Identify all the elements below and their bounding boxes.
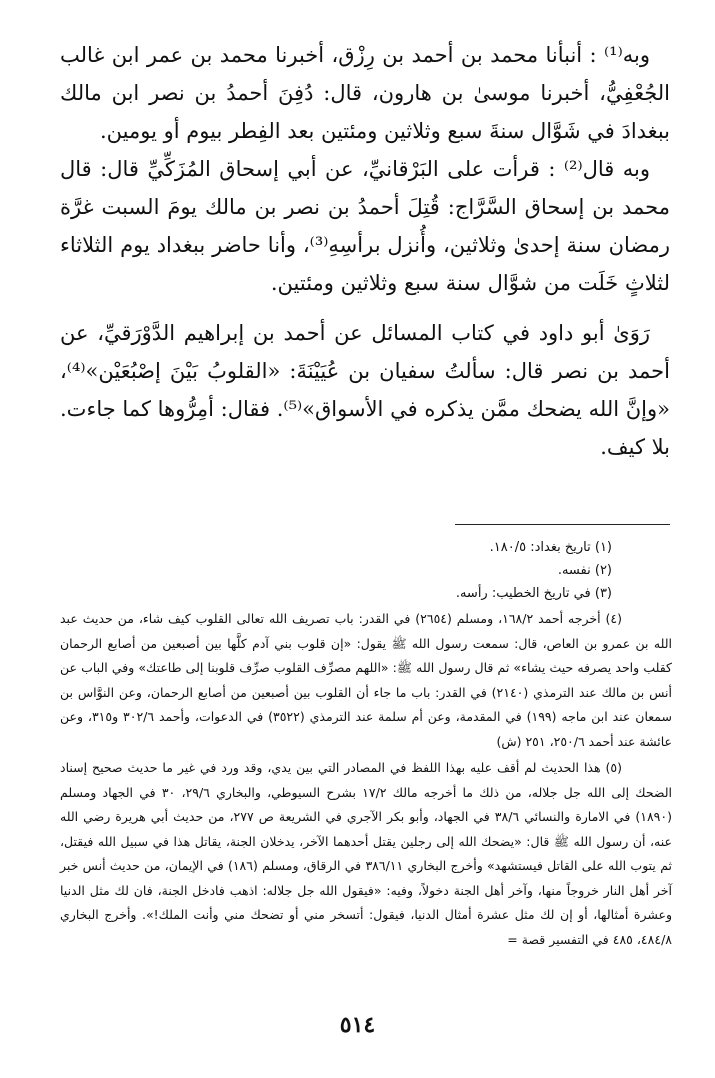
footnote-3: (٣) في تاريخ الخطيب: رأسه. — [455, 586, 612, 601]
footnote-5: (٥) هذا الحديث لم أقف عليه بهذا اللفظ في المصادر التي بين يدي، وقد ورد في غير ما حديث صحيح إسناد الضحك إلى الله جل جلاله، من ذلك ما أخرجه مالك ١٧/٢ بشرح السيوطي، والبخاري ٢٩/٦، ٣٠ في الجهاد ومسلم (١٨٩٠) في الامارة والنسائي ٣٨/٦ في الجهاد، وأبو بكر الآجري في الشريعة ص ٢٧٧، من حديث أبي هريرة رضي الله عنه، أن رسول الله ﷺ قال: «يضحك الله إلى رجلين يقتل أحدهما الآخر، يدخلان الجنة، يقاتل هذا في سبيل الله فيقتل، ثم يتوب الله على القاتل فيستشهد» وأخرج البخاري ٣٨٦/١١ في الرقاق، ومسلم (١٨٦) في الإيمان، من حديث أنس خبر آخر أهل النار خروجاً منها، وآخر أهل الجنة دخولاً، وفيه: «فيقول الله جل جلاله: اذهب فادخل الجنة، فان لك مثل الدنيا وعشرة أمثالها، أو إن لك مثل عشرة أمثال الدنيا، فيقول: أتسخر مني أو تضحك مني وأنت الملك!». وأخرج البخاري ٤٨٤/٨، ٤٨٥ في التفسير قصة = — [60, 760, 673, 947]
page-number: ٥١٤ — [339, 1012, 376, 1038]
footnote-1: (١) تاريخ بغداد: ١٨٠/٥. — [489, 540, 612, 555]
main-text-body — [60, 36, 670, 478]
paragraph-1: وبه⁽¹⁾ : أنبأنا محمد بن أحمد بن رِزْق، أخبرنا محمد بن عمر ابن غالب الجُعْفِيُّ، أخبرنا موسىٰ بن هارون، قال: دُفِنَ أحمدُ بن نصر ابن مالك ببغدادَ في شَوَّال سنةَ سبع وثلاثين ومئتين بعد الفِطر بيوم أو يومين. — [60, 43, 670, 143]
paragraph-3: رَوَىٰ أبو داود في كتاب المسائل عن أحمد بن إبراهيم الدَّوْرَقيِّ، عن أحمد بن نصر قال: سألتُ سفيان بن عُيَيْنَةَ: «القلوبُ بَيْنَ إصْبُعَيْن»⁽⁴⁾، «وإنَّ الله يضحك ممَّن يذكره في الأسواق»⁽⁵⁾. فقال: أمِرُّوها كما جاءت. بلا كيف. — [60, 321, 670, 459]
footnote-4: (٤) أخرجه أحمد ١٦٨/٢، ومسلم (٢٦٥٤) في القدر: باب تصريف الله تعالى القلوب كيف شاء، من حديث عبد الله بن عمرو بن العاص، قال: سمعت رسول الله ﷺ يقول: «إن قلوب بني آدم كلَّها بين أصبعين من أصابع الرحمان كقلب واحد يصرفه حيث يشاء» ثم قال رسول الله ﷺ: «اللهم مصرِّف القلوب صرِّف قلوبنا إلى طاعتك» وفي الباب عن أنس بن مالك عند الترمذي (٢١٤٠) في القدر: باب ما جاء أن القلوب بين أصبعين من أصابع الرحمان، وعن النوَّاس بن سمعان عند ابن ماجه (١٩٩) في المقدمة، وعن أم سلمة عند الترمذي (٣٥٢٢) في الدعوات، وأحمد ٣٠٢/٦ و٣١٥، وعن عائشة عند أحمد ٢٥٠/٦، ٢٥١ (ش) — [60, 611, 672, 749]
footnote-separator — [455, 524, 670, 525]
paragraph-2: وبه قال⁽²⁾ : قرأت على البَرْقانيِّ، عن أبي إسحاق المُزَكِّيِّ قال: قال محمد بن إسحاق السَّرَّاج: قُتِلَ أحمدُ بن نصر بن مالك يومَ السبت غرَّة رمضان سنة إحدىٰ وثلاثين، وأُنزل برأسِهِ⁽³⁾، وأنا حاضر ببغداد يوم الثلاثاء لثلاثٍ خَلَت من شوَّال سنة سبع وثلاثين ومئتين. — [60, 157, 671, 295]
footnotes-section — [60, 536, 672, 952]
footnote-2: (٢) نفسه. — [557, 563, 612, 578]
